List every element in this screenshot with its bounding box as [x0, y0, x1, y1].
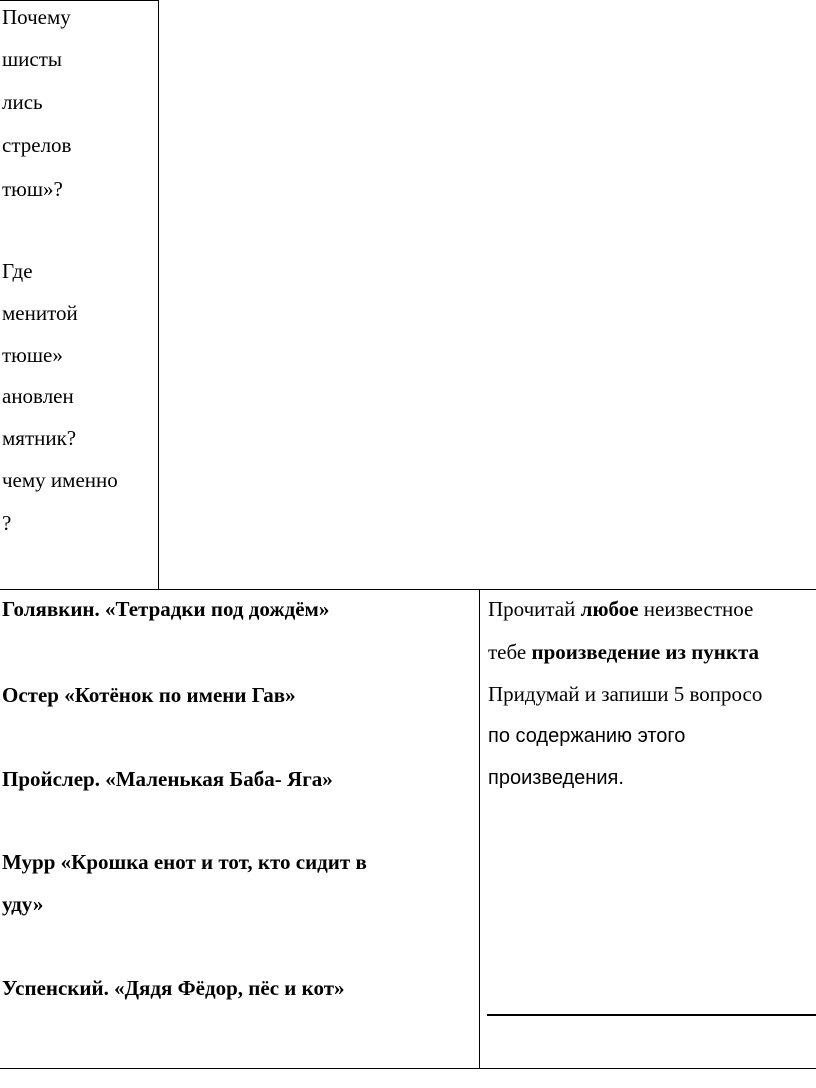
- task-line-2: [488, 640, 759, 664]
- question-line: чему именно: [2, 468, 118, 492]
- question-line: стрелов: [2, 133, 72, 157]
- task-text: Прочитай: [488, 597, 581, 621]
- top-left-cell-top-border: [0, 0, 159, 1]
- answer-underline: [487, 1014, 816, 1016]
- question-line: тюше»: [2, 343, 63, 367]
- table-bottom-border: [0, 1068, 816, 1069]
- book-item-continued: уду»: [2, 892, 44, 916]
- task-line-3: Придумай и запиши 5 вопросо: [488, 682, 763, 706]
- question-line: Где: [2, 259, 33, 283]
- question-line: лись: [2, 90, 43, 114]
- question-line: ?: [2, 511, 12, 535]
- task-line-5: произведения.: [488, 767, 624, 789]
- task-text: тебе: [488, 640, 532, 664]
- task-line-4: по содержанию этого: [488, 725, 686, 747]
- table-middle-border: [0, 589, 816, 590]
- books-cell-right-border: [479, 589, 480, 1069]
- question-line: мятник?: [2, 426, 77, 450]
- book-item: Остер «Котёнок по имени Гав»: [2, 683, 296, 707]
- task-text: неизвестное: [638, 597, 754, 621]
- book-item: Мурр «Крошка енот и тот, кто сидит в: [2, 850, 367, 874]
- book-item: Голявкин. «Тетрадки под дождём»: [2, 597, 330, 621]
- top-left-cell-right-border: [158, 0, 159, 590]
- question-line: тюш»?: [2, 177, 63, 201]
- question-line: ановлен: [2, 384, 74, 408]
- task-emphasis: любое: [580, 597, 639, 621]
- book-item: Пройслер. «Маленькая Баба- Яга»: [2, 767, 333, 791]
- question-line: Почему: [2, 5, 71, 29]
- question-line: менитой: [2, 301, 78, 325]
- task-emphasis: произведение из пункта: [531, 640, 760, 664]
- book-item: Успенский. «Дядя Фёдор, пёс и кот»: [2, 976, 345, 1000]
- task-line-1: [488, 597, 753, 621]
- question-line: шисты: [2, 47, 63, 71]
